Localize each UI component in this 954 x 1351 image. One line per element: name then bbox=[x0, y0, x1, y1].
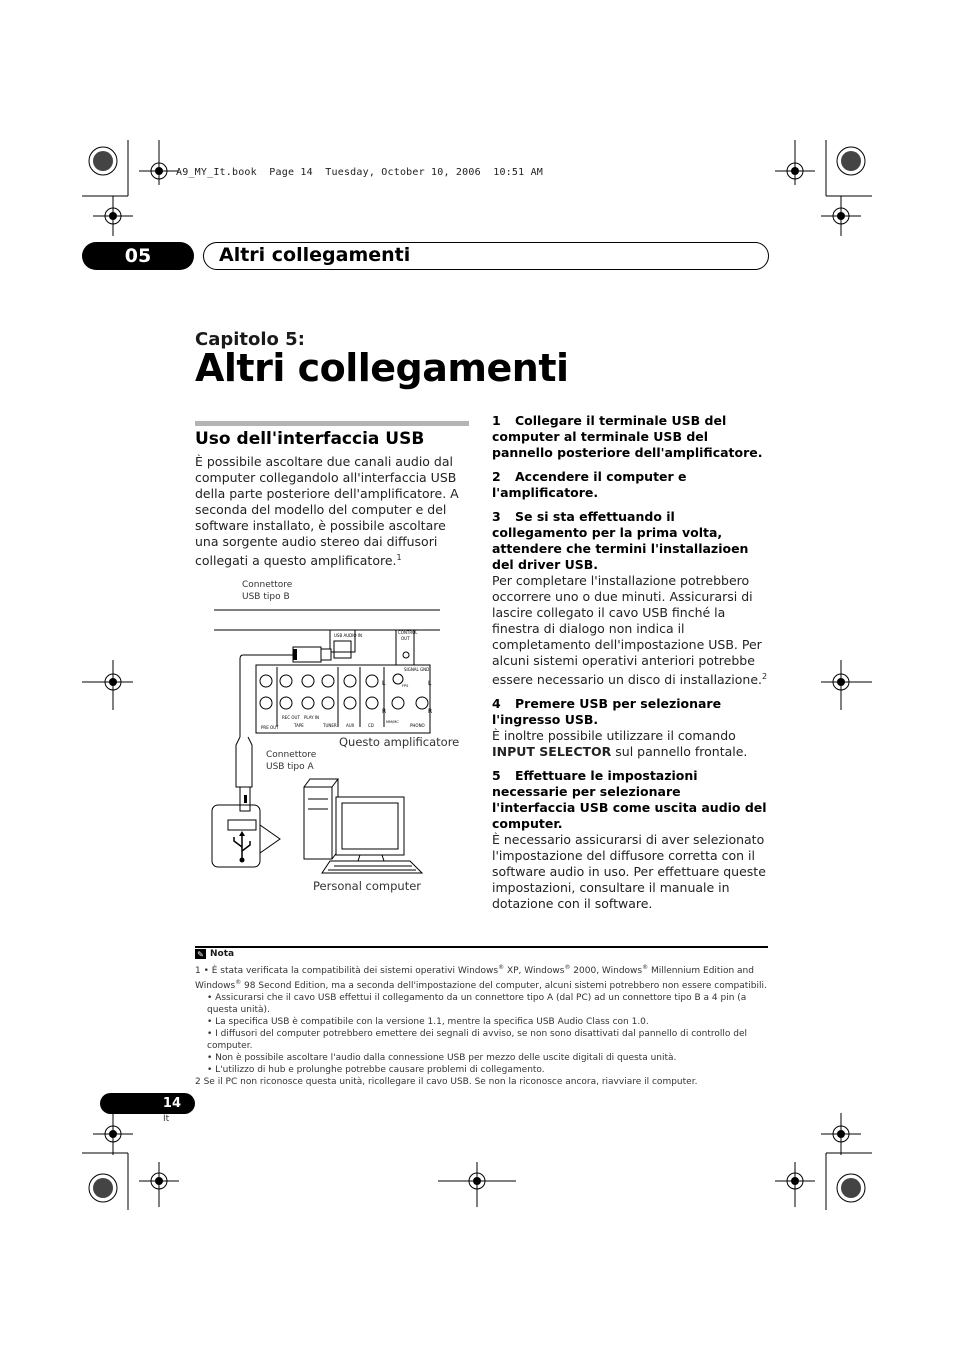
fps-label: FPS bbox=[402, 684, 409, 688]
signal-gnd-label: SIGNAL GND bbox=[404, 667, 430, 672]
file-header: A9_MY_It.book Page 14 Tuesday, October 10, 2006 10:51 AM bbox=[176, 167, 544, 178]
control-label: CONTROL bbox=[398, 630, 418, 635]
step-2: 2 Accendere il computer e l'amplificatore. bbox=[492, 469, 687, 500]
pre-out-label: PRE OUT bbox=[261, 725, 279, 730]
play-in-label: PLAY IN bbox=[304, 715, 320, 720]
intro-paragraph bbox=[195, 454, 471, 569]
tuner-label: TUNER bbox=[323, 723, 337, 728]
cd-label: CD bbox=[368, 723, 374, 728]
note-1: 1 • È stata verificata la compatibilità dei sistemi operativi Windows® XP, Windows® 2000, Windows® Millennium Edition and Windows® 98 Second Edition, ma a seconda dell'impostazione del computer, alcuni sistemi potrebbero non essere compatibili. bbox=[195, 964, 767, 991]
aux-label: AUX bbox=[346, 723, 355, 728]
steps-column bbox=[492, 413, 768, 920]
note-bullet: • Non è possibile ascoltare l'audio dalla connessione USB per mezzo delle uscite digitali di questa unità. bbox=[207, 1053, 677, 1063]
note-bullet: • I diffusori del computer potrebbero emettere dei segnali di avviso, se non sono disattivati dal pannello di controllo del computer. bbox=[207, 1029, 748, 1051]
note-header: ✎ Nota bbox=[195, 949, 234, 959]
note-rule bbox=[195, 946, 768, 948]
step-4: 4 Premere USB per selezionare l'ingresso USB. È inoltre possibile utilizzare il comando INPUT SELECTOR sul pannello frontale. bbox=[492, 696, 748, 760]
footnote-ref: 2 bbox=[761, 672, 768, 681]
right-channel-label-2: R bbox=[428, 708, 433, 715]
footnotes bbox=[195, 962, 770, 1088]
usb-symbol-icon bbox=[234, 835, 250, 859]
connector-a-caption: Connettore USB tipo A bbox=[266, 750, 317, 772]
usb-audio-in-label: USB AUDIO IN bbox=[334, 633, 362, 638]
note-2: 2 Se il PC non riconosce questa unità, ricollegare il cavo USB. Se non la riconosce ancora, riavviare il computer. bbox=[195, 1077, 698, 1087]
phono-label: PHONO bbox=[410, 723, 425, 728]
note-bullet: • Assicurarsi che il cavo USB effettui il collegamento da un connettore tipo A (dal PC) ad un connettore tipo B a 4 pin (a questa unità). bbox=[207, 993, 747, 1015]
note-bullet: • La specifica USB è compatibile con la versione 1.1, mentre la specifica USB Audio Class con 1.0. bbox=[207, 1017, 649, 1027]
note-bullet: • L'utilizzo di hub e prolunghe potrebbe causare problemi di collegamento. bbox=[207, 1065, 545, 1075]
connector-b-caption: Connettore USB tipo B bbox=[242, 580, 293, 602]
chapter-number-badge: 05 bbox=[82, 242, 194, 270]
usb-connection-diagram bbox=[200, 577, 472, 897]
footnote-ref: 1 bbox=[396, 553, 402, 562]
right-channel-label: R bbox=[382, 708, 387, 715]
rec-out-label: REC OUT bbox=[282, 715, 300, 720]
section-title: Uso dell'interfaccia USB bbox=[195, 429, 425, 449]
tape-label: TAPE bbox=[294, 723, 304, 728]
section-rule bbox=[195, 421, 469, 426]
step-3: 3 Se si sta effettuando il collegamento per la prima volta, attendere che termini l'installazioen del driver USB. Per completare l'installazione potrebbero occorrere uno o due minuti. Assicurarsi di lascire collegato il cavo USB finché la finestra di dialogo non indica il completamento dell'impostazione USB. Per alcuni sistemi operativi anteriori potrebbe essere necessario un disco di installazione.$^2$ bbox=[492, 509, 768, 688]
intro-text: È possibile ascoltare due canali audio dal computer collegandolo all'interfaccia USB della parte posteriore dell'amplificatore. A seconda del modello del computer e del software installato, è possibile ascoltare una sorgente audio stereo dai diffusori collegati a questo amplificatore. bbox=[195, 454, 459, 569]
page-number: 14 bbox=[100, 1093, 195, 1114]
step-1: 1 Collegare il terminale USB del computer al terminale USB del pannello posteriore dell'amplificatore. bbox=[492, 413, 763, 460]
diagram-drawing bbox=[200, 577, 472, 877]
amplifier-label: Questo amplificatore bbox=[339, 735, 460, 749]
page-title: Altri collegamenti bbox=[195, 346, 569, 390]
chapter-label: Capitolo 5: bbox=[195, 329, 305, 350]
language-code: It bbox=[163, 1114, 170, 1124]
step-5: 5 Effettuare le impostazioni necessarie per selezionare l'interfaccia USB come uscita audio del computer. È necessario assicurarsi di aver selezionato l'impostazione del diffusore corretta con il software audio in uso. Per effettuare queste impostazioni, consultare il manuale in dotazione con il software. bbox=[492, 768, 767, 912]
note-icon: ✎ bbox=[195, 949, 206, 959]
left-channel-label-2: L bbox=[428, 680, 432, 687]
left-channel-label: L bbox=[382, 680, 386, 687]
mm-mc-label: MM/MC bbox=[386, 720, 399, 724]
chapter-running-title: Altri collegamenti bbox=[219, 244, 411, 266]
computer-label: Personal computer bbox=[313, 879, 422, 893]
control-out-label: OUT bbox=[401, 636, 410, 641]
